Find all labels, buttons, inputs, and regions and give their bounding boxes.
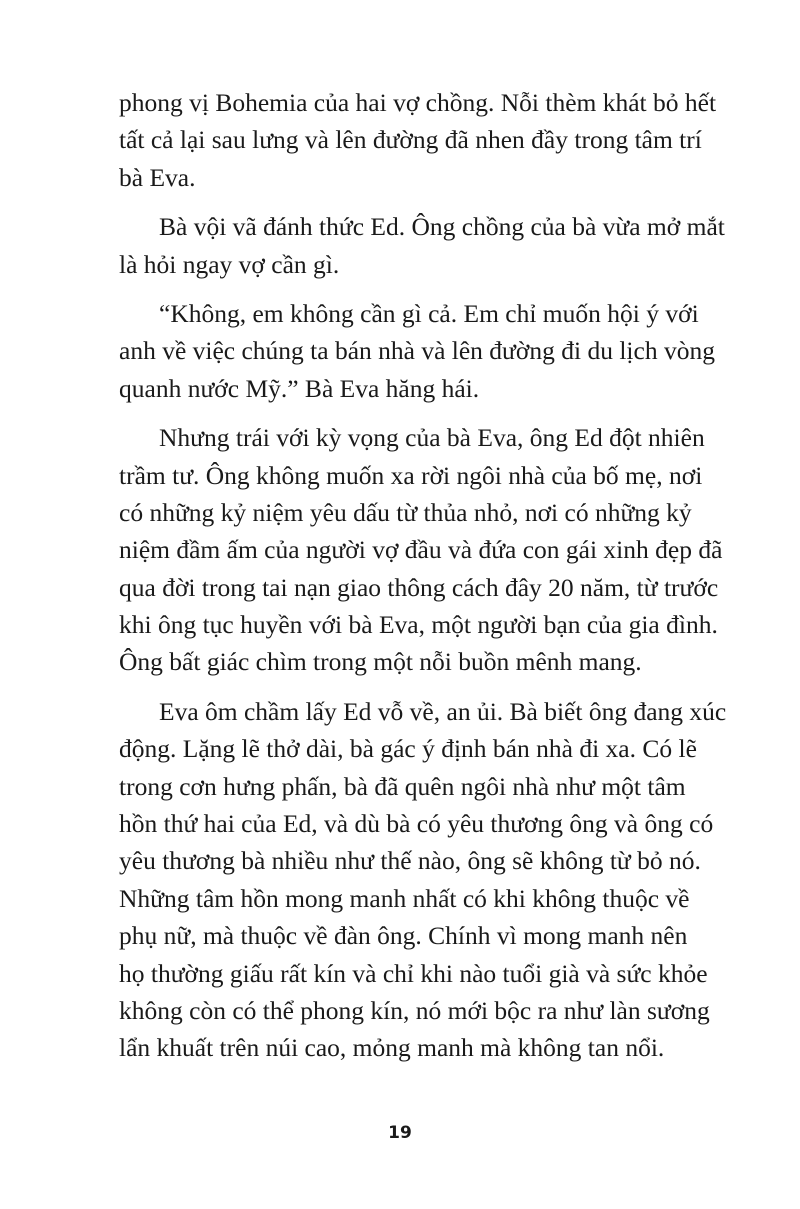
text-line: qua đời trong tai nạn giao thông cách đây 20 năm, từ trước: [119, 572, 719, 602]
paragraph: [119, 208, 725, 283]
text-line: bà Eva.: [119, 162, 196, 192]
text-line: quanh nước Mỹ.” Bà Eva hăng hái.: [119, 373, 480, 403]
text-line: Bà vội vã đánh thức Ed. Ông chồng của bà vừa mở mắt: [159, 212, 725, 242]
text-line: Những tâm hồn mong manh nhất có khi không thuộc về: [119, 883, 690, 913]
text-line: phụ nữ, mà thuộc về đàn ông. Chính vì mong manh nên: [119, 921, 688, 951]
paragraph: [119, 693, 727, 1067]
text-line: có những kỷ niệm yêu dấu từ thủa nhỏ, nơi có những kỷ: [119, 497, 692, 527]
text-line: phong vị Bohemia của hai vợ chồng. Nỗi thèm khát bỏ hết: [119, 88, 717, 117]
text-line: niệm đầm ấm của người vợ đầu và đứa con gái xinh đẹp đã: [119, 535, 723, 565]
text-line: tất cả lại sau lưng và lên đường đã nhen đầy trong tâm trí: [119, 125, 702, 155]
text-line: không còn có thể phong kín, nó mới bộc ra như làn sương: [119, 995, 710, 1025]
text-line: hồn thứ hai của Ed, và dù bà có yêu thương ông và ông có: [119, 809, 714, 839]
paragraph: [119, 84, 717, 196]
text-line: anh về việc chúng ta bán nhà và lên đường đi du lịch vòng: [119, 336, 715, 366]
text-line: khi ông tục huyền với bà Eva, một người bạn của gia đình.: [119, 610, 718, 640]
text-line: Nhưng trái với kỳ vọng của bà Eva, ông Ed đột nhiên: [159, 423, 705, 453]
paragraph: [119, 295, 715, 407]
text-line: “Không, em không cần gì cả. Em chỉ muốn hội ý với: [159, 298, 699, 328]
text-line: Ông bất giác chìm trong một nỗi buồn mênh mang.: [119, 647, 642, 677]
text-line: họ thường giấu rất kín và chỉ khi nào tuổi già và sức khỏe: [119, 958, 708, 988]
text-line: trầm tư. Ông không muốn xa rời ngôi nhà của bố mẹ, nơi: [119, 460, 703, 490]
page-number: 19: [388, 1123, 412, 1143]
body-text: [119, 84, 727, 1079]
text-line: Eva ôm chầm lấy Ed vỗ về, an ủi. Bà biết ông đang xúc: [159, 696, 727, 726]
text-line: động. Lặng lẽ thở dài, bà gác ý định bán nhà đi xa. Có lẽ: [119, 734, 697, 764]
text-line: lẩn khuất trên núi cao, mỏng manh mà không tan nổi.: [119, 1033, 665, 1063]
paragraph: [119, 419, 723, 681]
text-line: yêu thương bà nhiều như thế nào, ông sẽ không từ bỏ nó.: [119, 846, 701, 876]
text-line: trong cơn hưng phấn, bà đã quên ngôi nhà như một tâm: [119, 771, 686, 801]
text-line: là hỏi ngay vợ cần gì.: [119, 249, 340, 279]
